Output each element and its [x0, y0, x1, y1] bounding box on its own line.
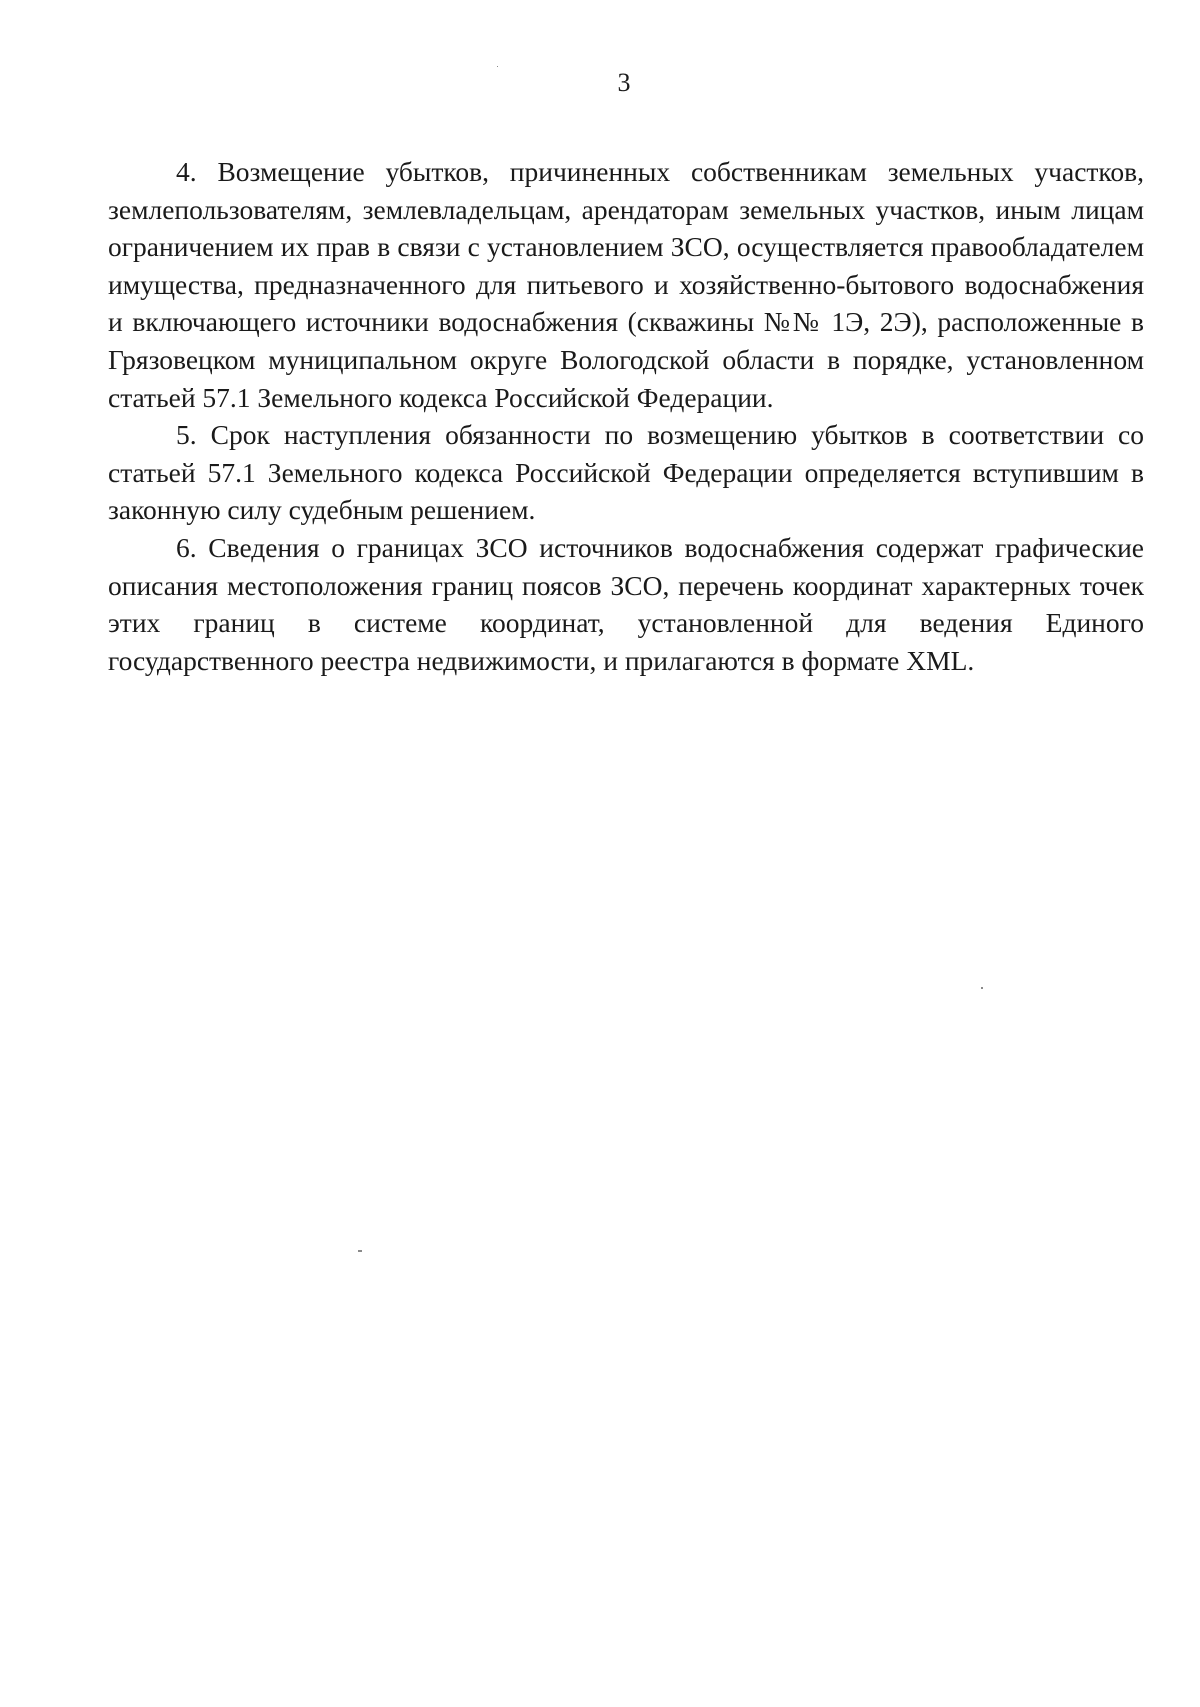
- scan-speck: [981, 987, 983, 989]
- document-body: [108, 153, 1144, 679]
- page-number: 3: [617, 68, 631, 97]
- paragraph-6: 6. Сведения о границах ЗСО источников водоснабжения содержат графические описания местоположения границ поясов ЗСО, перечень координат характерных точек этих границ в системе координат, установленной для ведения Единого государственного реестра недвижимости, и прилагаются в формате XML.: [108, 531, 1144, 676]
- scan-speck: [497, 66, 498, 67]
- scan-speck: [358, 1250, 362, 1252]
- paragraph-4: 4. Возмещение убытков, причиненных собственникам земельных участков, землепользователям, землевладельцам, арендаторам земельных участков, иным лицам ограничением их прав в связи с установлением ЗСО, осуществляется правообладателем имущества, предназначенного для питьевого и хозяйственно-бытового водоснабжения и включающего источники водоснабжения (скважины №№ 1Э, 2Э), расположенные в Грязовецком муниципальном округе Вологодской области в порядке, установленном статьей 57.1 Земельного кодекса Российской Федерации.: [108, 156, 1144, 413]
- paragraph-5: 5. Срок наступления обязанности по возмещению убытков в соответствии со статьей 57.1 Земельного кодекса Российской Федерации определяется вступившим в законную силу судебным решением.: [108, 419, 1144, 526]
